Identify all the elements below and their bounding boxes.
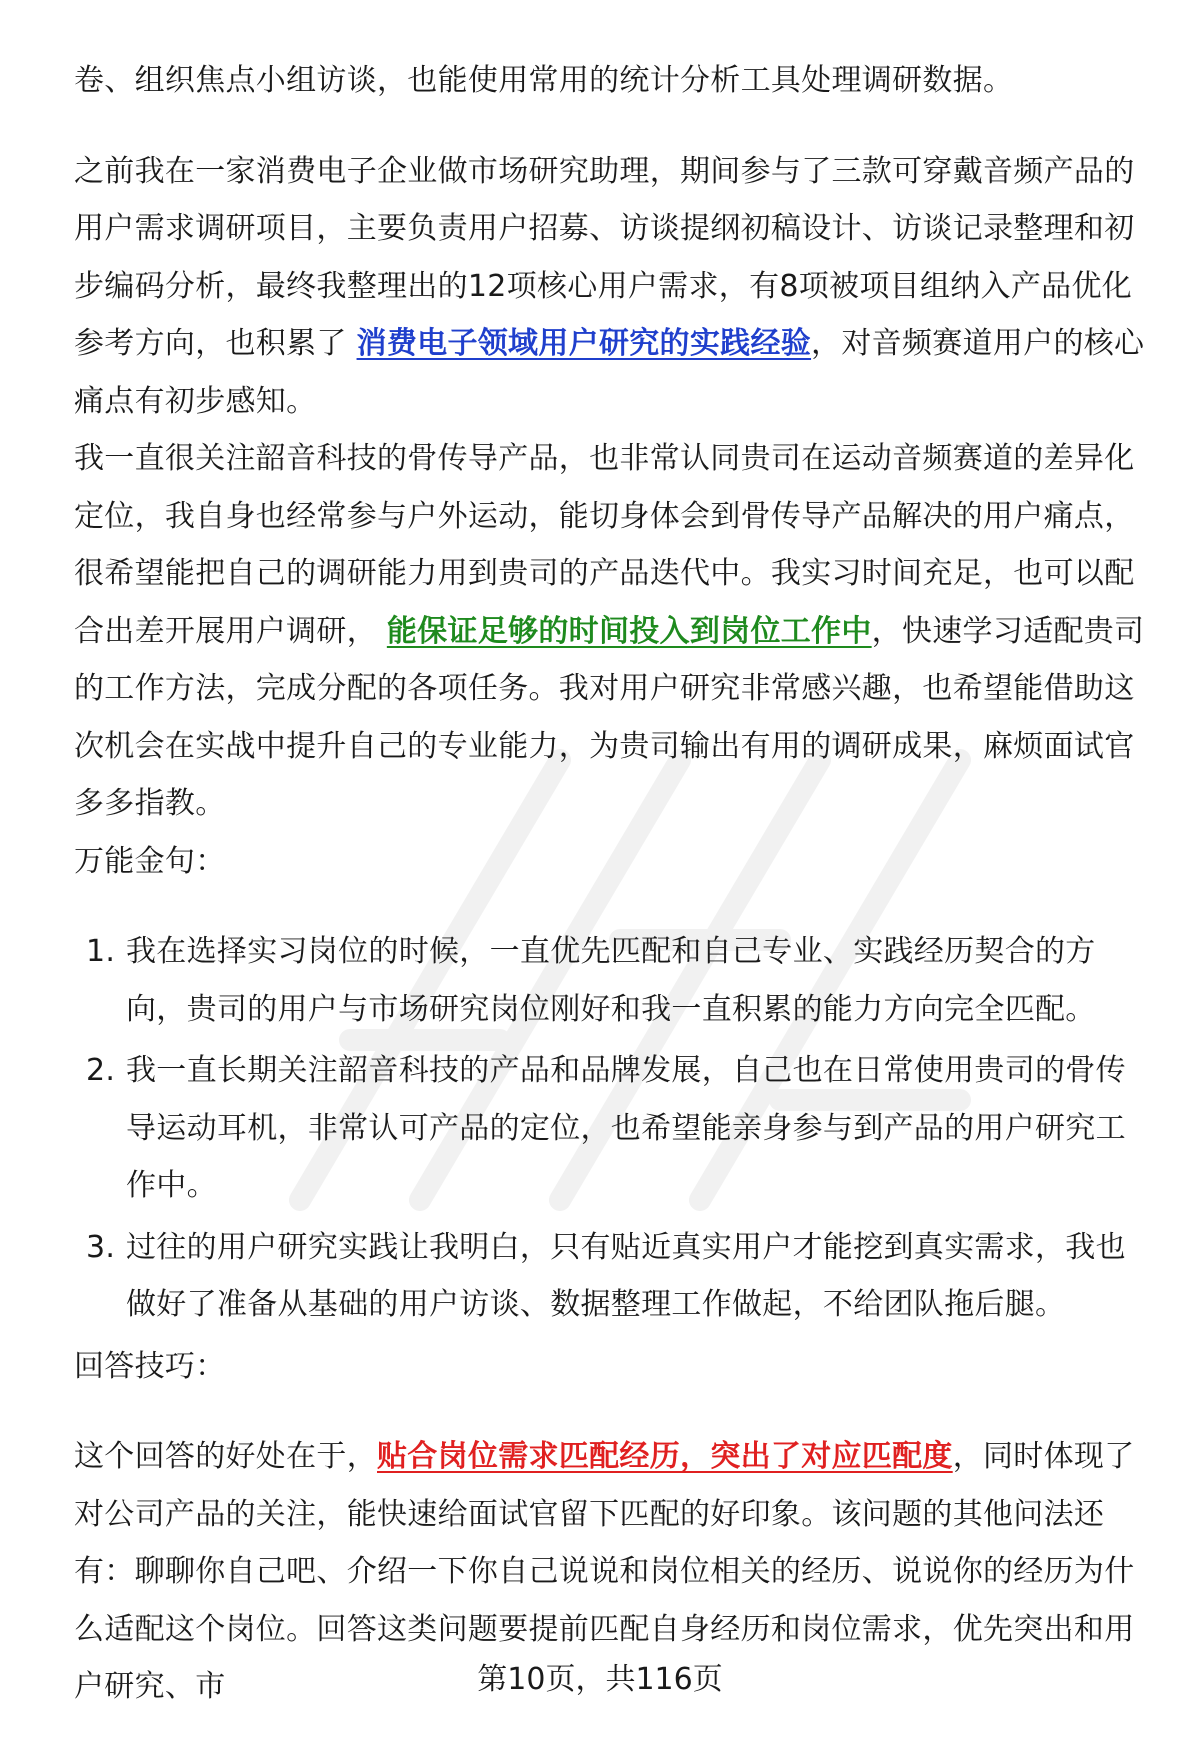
list-item xyxy=(74,923,1154,1038)
highlight-time-commitment: 能保证足够的时间投入到岗位工作中 xyxy=(386,613,872,649)
golden-sentences-list xyxy=(74,923,1154,1334)
golden-sentences-heading: 万能金句： xyxy=(74,843,226,879)
paragraph-answer-tips-tail: ，同时体现了对公司产品的关注，能快速给面试官留下匹配的好印象。该问题的其他问法还有：聊聊你自己吧、介绍一下你自己说说和岗位相关的经历、说说你的经历为什么适配这个岗位。回答这类问题要提前匹配自身经历和岗位需求，优先突出和用户研究、市 xyxy=(74,1439,1135,1704)
list-item-text: 我在选择实习岗位的时候，一直优先匹配和自己专业、实践经历契合的方向，贵司的用户与市场研究岗位刚好和我一直积累的能力方向完全匹配。 xyxy=(126,934,1096,1027)
page-number-footer: 第10页，共116页 xyxy=(477,1662,723,1697)
paragraph-experience xyxy=(74,143,1154,431)
answer-tips-heading: 回答技巧： xyxy=(74,1348,226,1384)
list-item-number: 1. xyxy=(86,934,116,969)
highlight-job-match: 贴合岗位需求匹配经历，突出了对应匹配度 xyxy=(377,1439,953,1474)
list-item xyxy=(74,1042,1154,1215)
document-content xyxy=(74,52,1154,1716)
paragraph-intro-tail: 卷、组织焦点小组访谈，也能使用常用的统计分析工具处理调研数据。 xyxy=(74,63,1014,98)
list-item-number: 2. xyxy=(86,1053,116,1088)
paragraph-experience-text: 之前我在一家消费电子企业做市场研究助理，期间参与了三款可穿戴音频产品的用户需求调研项目，主要负责用户招募、访谈提纲初稿设计、访谈记录整理和初步编码分析，最终我整理出的12项核心用户需求，有8项被项目组纳入产品优化参考方向，也积累了 xyxy=(74,153,1135,361)
list-item-text: 我一直长期关注韶音科技的产品和品牌发展，自己也在日常使用贵司的骨传导运动耳机，非常认可产品的定位，也希望能亲身参与到产品的用户研究工作中。 xyxy=(126,1053,1126,1203)
paragraph-motivation-tail: ，快速学习适配贵司的工作方法，完成分配的各项任务。我对用户研究非常感兴趣，也希望能借助这次机会在实战中提升自己的专业能力，为贵司输出有用的调研成果，麻烦面试官多多指教。 xyxy=(74,613,1145,821)
paragraph-answer-tips-text: 这个回答的好处在于， xyxy=(74,1439,377,1474)
list-item-text: 过往的用户研究实践让我明白，只有贴近真实用户才能挖到真实需求，我也做好了准备从基础的用户访谈、数据整理工作做起，不给团队拖后腿。 xyxy=(126,1229,1126,1322)
list-item-number: 3. xyxy=(86,1229,116,1265)
list-item xyxy=(74,1219,1154,1334)
paragraph-motivation xyxy=(74,430,1154,833)
highlight-practice-experience: 消费电子领域用户研究的实践经验 xyxy=(356,326,812,361)
paragraph-experience-tail: ，对音频赛道用户的核心痛点有初步感知。 xyxy=(74,326,1145,419)
paragraph-motivation-text: 我一直很关注韶音科技的骨传导产品，也非常认同贵司在运动音频赛道的差异化定位，我自身也经常参与户外运动，能切身体会到骨传导产品解决的用户痛点，很希望能把自己的调研能力用到贵司的产品迭代中。我实习时间充足，也可以配合出差开展用户调研， xyxy=(74,441,1135,649)
